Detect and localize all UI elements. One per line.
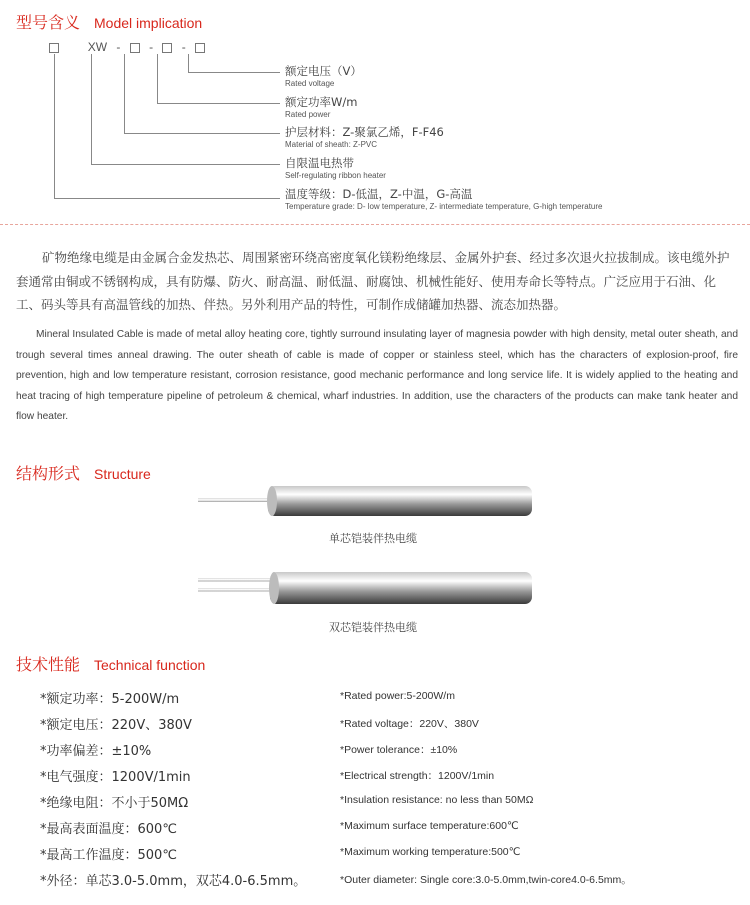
connector-h3	[124, 133, 280, 134]
spec-row: *Insulation resistance: no less than 50MΩ	[340, 794, 534, 806]
single-core-cable-image	[190, 474, 540, 534]
code-box-2	[130, 43, 140, 53]
model-title-cn: 型号含义	[16, 13, 81, 32]
item-cn: 自限温电热带	[285, 156, 354, 170]
item-en: Material of sheath: Z-PVC	[285, 140, 378, 149]
model-section-title	[16, 10, 202, 33]
spec-row: *最高表面温度：600℃	[40, 822, 177, 837]
code-sep-2: -	[149, 40, 154, 54]
connector-v2	[91, 54, 92, 164]
item-cn: 额定电压（V）	[285, 64, 362, 78]
spec-row: *Power tolerance：±10%	[340, 744, 458, 756]
code-prefix: XW	[87, 40, 108, 54]
code-box-4	[195, 43, 205, 53]
technical-section-title	[16, 652, 205, 675]
structure-section-title	[16, 461, 151, 484]
model-item-ribbon	[285, 155, 386, 180]
section-divider	[0, 224, 750, 225]
spec-row: *Outer diameter: Single core:3.0-5.0mm,twin-core4.0-6.5mm。	[340, 874, 632, 886]
description-en: Mineral Insulated Cable is made of metal alloy heating core, tightly surround insulating layer of magnesia powder with high density, metal outer sheath, and trough several times anneal drawing. The outer sheath of cable is made of copper or stainless steel, which has the characters of explosion-proof, fire prevention, high and low temperature resistant, corrosion resistance, good mechanic performance and long service life. It is widely applied to the heating and heat tracing of high temperature pipeline of petroleum & chemical, wharf industries. In addition, use the characters of the products can make tank heater and flow heater.	[16, 329, 738, 422]
description-cn: 矿物绝缘电缆是由金属合金发热芯、周围紧密环绕高密度氧化镁粉绝缘层、金属外护套、经过多次退火拉拔制成。该电缆外护套通常由铜或不锈钢构成，具有防爆、防火、耐高温、耐低温、耐腐蚀、机械性能好、使用寿命长等特点。广泛应用于石油、化工、码头等具有高温管线的加热、伴热。另外利用产品的特性，可制作成储罐加热器、流态加热器。	[16, 250, 730, 312]
item-en: Temperature grade: D- low temperature, Z- intermediate temperature, G-high temperature	[285, 202, 603, 211]
spec-row: *Maximum surface temperature:600℃	[340, 820, 519, 832]
spec-row: *额定功率：5-200W/m	[40, 692, 180, 707]
tech-spec-list-en	[340, 690, 740, 898]
twin-core-cable-image	[190, 562, 540, 622]
model-item-voltage	[285, 63, 362, 88]
technical-title-cn: 技术性能	[16, 655, 81, 674]
item-en: Rated power	[285, 110, 331, 119]
code-box-1	[49, 43, 59, 53]
single-core-caption: 单芯铠装伴热电缆	[329, 532, 417, 545]
model-title-en: Model implication	[94, 15, 203, 31]
item-cn: 温度等级：D-低温，Z-中温，G-高温	[285, 187, 473, 201]
item-cn: 护层材料：Z-聚氯乙烯，F-F46	[285, 125, 444, 139]
spec-row: *最高工作温度：500℃	[40, 848, 177, 863]
spec-row: *电气强度：1200V/1min	[40, 770, 191, 785]
item-en: Rated voltage	[285, 79, 335, 88]
item-en: Self-regulating ribbon heater	[285, 171, 386, 180]
model-item-power	[285, 94, 357, 119]
structure-title-en: Structure	[94, 466, 151, 482]
model-item-sheath	[285, 124, 444, 149]
model-item-temp-grade	[285, 186, 602, 211]
connector-v5	[188, 54, 189, 72]
twin-core-caption: 双芯铠装伴热电缆	[329, 621, 417, 634]
spec-row: *Electrical strength：1200V/1min	[340, 770, 495, 782]
spec-row: *额定电压：220V、380V	[40, 718, 192, 733]
model-code	[49, 40, 205, 54]
code-box-3	[162, 43, 172, 53]
spec-row: *绝缘电阻：不小于50MΩ	[40, 796, 189, 811]
connector-v4	[157, 54, 158, 103]
spec-row: *功率偏差：±10%	[40, 744, 152, 759]
connector-v1	[54, 54, 55, 198]
code-sep-3: -	[181, 40, 186, 54]
spec-row: *Rated voltage：220V、380V	[340, 718, 479, 730]
connector-h5	[188, 72, 280, 73]
structure-title-cn: 结构形式	[16, 464, 81, 483]
technical-title-en: Technical function	[94, 657, 206, 673]
item-cn: 额定功率W/m	[285, 95, 358, 109]
tech-spec-list-cn	[40, 688, 330, 896]
connector-h1	[54, 198, 280, 199]
spec-row: *Maximum working temperature:500℃	[340, 846, 521, 858]
code-sep-1: -	[116, 40, 121, 54]
connector-h2	[91, 164, 280, 165]
spec-row: *外径：单芯3.0-5.0mm，双芯4.0-6.5mm。	[40, 874, 307, 889]
connector-v3	[124, 54, 125, 133]
connector-h4	[157, 103, 280, 104]
spec-row: *Rated power:5-200W/m	[340, 690, 455, 702]
